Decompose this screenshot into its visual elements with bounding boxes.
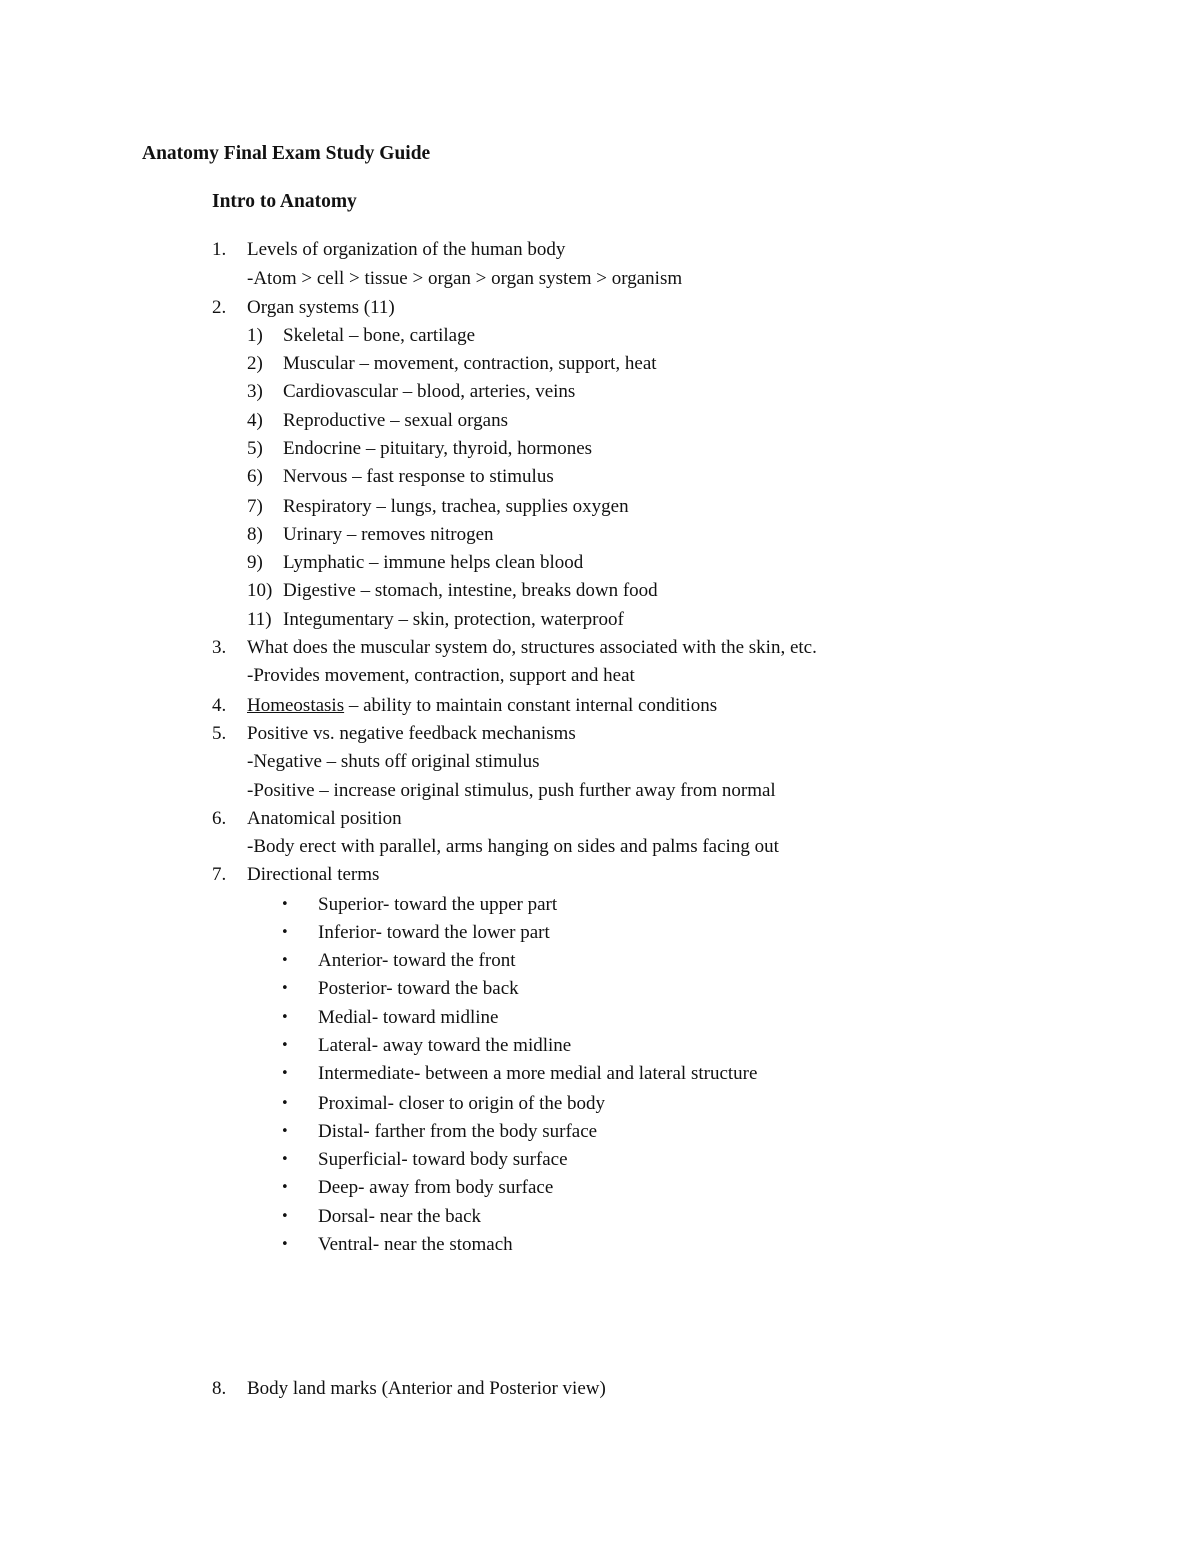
item-detail: -Negative – shuts off original stimulus bbox=[247, 751, 540, 772]
organ-system-number: 5) bbox=[247, 438, 263, 459]
directional-term: Superior- toward the upper part bbox=[318, 894, 558, 915]
bullet-icon: • bbox=[281, 925, 289, 940]
item-number: 5. bbox=[212, 723, 227, 744]
organ-system-number: 7) bbox=[247, 496, 263, 517]
directional-term: Proximal- closer to origin of the body bbox=[318, 1093, 606, 1114]
directional-term: Intermediate- between a more medial and lateral structure bbox=[318, 1063, 758, 1084]
document-title: Anatomy Final Exam Study Guide bbox=[142, 143, 431, 164]
organ-system-text: Urinary – removes nitrogen bbox=[283, 524, 494, 545]
item-text bbox=[247, 695, 717, 717]
organ-system-text: Respiratory – lungs, trachea, supplies oxygen bbox=[283, 496, 629, 517]
item-number: 1. bbox=[212, 239, 227, 260]
bullet-icon: • bbox=[281, 1096, 289, 1111]
item-number: 4. bbox=[212, 695, 227, 716]
item-detail: -Provides movement, contraction, support and heat bbox=[247, 665, 635, 686]
item-text: Positive vs. negative feedback mechanisms bbox=[247, 723, 576, 744]
organ-system-text: Cardiovascular – blood, arteries, veins bbox=[283, 381, 576, 402]
bullet-icon: • bbox=[281, 953, 289, 968]
bullet-icon: • bbox=[281, 1237, 289, 1252]
organ-system-text: Integumentary – skin, protection, waterproof bbox=[283, 609, 624, 630]
item-text: Directional terms bbox=[247, 864, 380, 885]
organ-system-number: 11) bbox=[247, 609, 272, 630]
directional-term: Lateral- away toward the midline bbox=[318, 1035, 572, 1056]
organ-system-number: 3) bbox=[247, 381, 263, 402]
item-text: Body land marks (Anterior and Posterior view) bbox=[247, 1378, 606, 1399]
directional-term: Superficial- toward body surface bbox=[318, 1149, 568, 1170]
item-number: 7. bbox=[212, 864, 227, 885]
directional-term: Deep- away from body surface bbox=[318, 1177, 554, 1198]
directional-term: Distal- farther from the body surface bbox=[318, 1121, 598, 1142]
bullet-icon: • bbox=[281, 1038, 289, 1053]
organ-system-number: 1) bbox=[247, 325, 263, 346]
section-heading: Intro to Anatomy bbox=[212, 191, 357, 212]
bullet-icon: • bbox=[281, 981, 289, 996]
organ-system-number: 9) bbox=[247, 552, 263, 573]
organ-system-text: Digestive – stomach, intestine, breaks down food bbox=[283, 580, 658, 601]
item-text: Anatomical position bbox=[247, 808, 402, 829]
item-number: 6. bbox=[212, 808, 227, 829]
item-text: Organ systems (11) bbox=[247, 297, 395, 318]
bullet-icon: • bbox=[281, 1180, 289, 1195]
organ-system-text: Reproductive – sexual organs bbox=[283, 410, 508, 431]
directional-term: Dorsal- near the back bbox=[318, 1206, 482, 1227]
organ-system-number: 6) bbox=[247, 466, 263, 487]
bullet-icon: • bbox=[281, 897, 289, 912]
bullet-icon: • bbox=[281, 1209, 289, 1224]
organ-system-number: 4) bbox=[247, 410, 263, 431]
directional-term: Ventral- near the stomach bbox=[318, 1234, 513, 1255]
directional-term: Posterior- toward the back bbox=[318, 978, 519, 999]
bullet-icon: • bbox=[281, 1124, 289, 1139]
organ-system-number: 2) bbox=[247, 353, 263, 374]
organ-system-number: 10) bbox=[247, 580, 273, 601]
item-number: 8. bbox=[212, 1378, 227, 1399]
item-number: 3. bbox=[212, 637, 227, 658]
organ-system-text: Endocrine – pituitary, thyroid, hormones bbox=[283, 438, 593, 459]
item-detail: -Atom > cell > tissue > organ > organ system > organism bbox=[247, 268, 683, 289]
item-text: Levels of organization of the human body bbox=[247, 239, 566, 260]
directional-term: Inferior- toward the lower part bbox=[318, 922, 550, 943]
bullet-icon: • bbox=[281, 1152, 289, 1167]
directional-term: Anterior- toward the front bbox=[318, 950, 516, 971]
item-detail: -Body erect with parallel, arms hanging on sides and palms facing out bbox=[247, 836, 779, 857]
organ-system-number: 8) bbox=[247, 524, 263, 545]
item-number: 2. bbox=[212, 297, 227, 318]
directional-term: Medial- toward midline bbox=[318, 1007, 499, 1028]
bullet-icon: • bbox=[281, 1066, 289, 1081]
item-text-rest: – ability to maintain constant internal conditions bbox=[344, 695, 718, 716]
item-detail: -Positive – increase original stimulus, push further away from normal bbox=[247, 780, 776, 801]
organ-system-text: Nervous – fast response to stimulus bbox=[283, 466, 554, 487]
organ-system-text: Lymphatic – immune helps clean blood bbox=[283, 552, 584, 573]
underlined-term: Homeostasis bbox=[247, 695, 345, 716]
organ-system-text: Skeletal – bone, cartilage bbox=[283, 325, 476, 346]
bullet-icon: • bbox=[281, 1010, 289, 1025]
organ-system-text: Muscular – movement, contraction, support, heat bbox=[283, 353, 657, 374]
item-text: What does the muscular system do, structures associated with the skin, etc. bbox=[247, 637, 817, 658]
